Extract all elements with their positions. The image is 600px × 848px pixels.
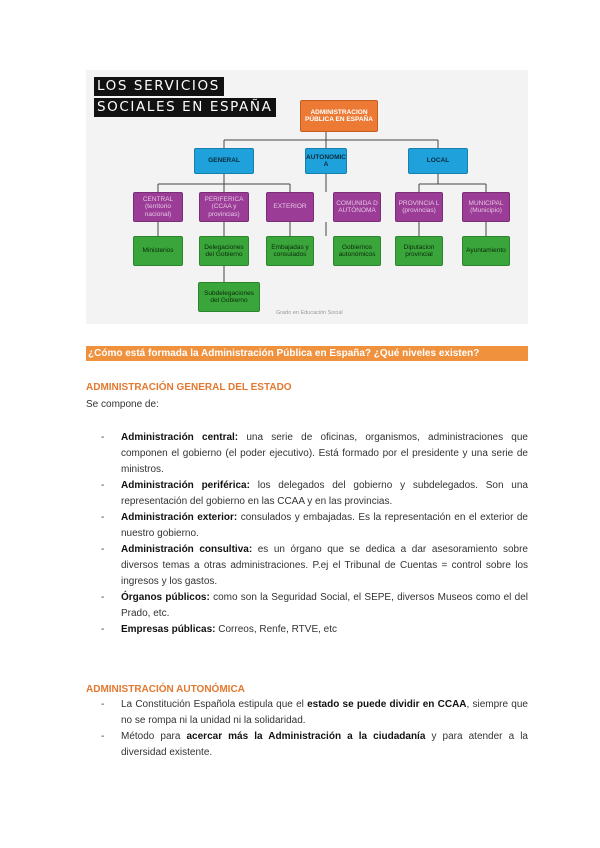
diagram-title-line: SOCIALES EN ESPAÑA <box>94 98 276 117</box>
node-embajadas: Embajadas y consulados <box>266 236 314 266</box>
section-intro: Se compone de: <box>86 399 159 410</box>
section-heading-general: ADMINISTRACIÓN GENERAL DEL ESTADO <box>86 382 292 393</box>
question-banner: ¿Cómo está formada la Administración Pública en España? ¿Qué niveles existen? <box>86 346 528 361</box>
node-ayuntamiento: Ayuntamiento <box>462 236 510 266</box>
node-autonomica: AUTONOMIC A <box>305 148 347 174</box>
general-list <box>86 430 528 638</box>
list-item: - Método para acercar más la Administración a la ciudadanía y para atender a la diversidad existente. <box>101 731 528 758</box>
node-root: ADMINISTRACION PÚBLICA EN ESPAÑA <box>300 100 378 132</box>
node-delegaciones: Delegaciones del Gobierno <box>199 236 249 266</box>
node-periferica: PERIFERICA (CCAA y provincias) <box>199 192 249 222</box>
node-provincial: PROVINCIA L (provincias) <box>395 192 443 222</box>
node-local: LOCAL <box>408 148 468 174</box>
node-general: GENERAL <box>194 148 254 174</box>
node-central: CENTRAL (territorio nacional) <box>133 192 183 222</box>
node-exterior: EXTERIOR <box>266 192 314 222</box>
list-item: - La Constitución Española estipula que el estado se puede dividir en CCAA, siempre que no se rompa ni la unidad ni la solidaridad. <box>101 699 528 726</box>
diagram-title-line: LOS SERVICIOS <box>94 77 224 96</box>
list-item: - Empresas públicas: Correos, Renfe, RTVE, etc <box>101 624 338 635</box>
node-subdelegaciones: Subdelegaciones del Gobierno <box>198 282 260 312</box>
list-item: - Administración periférica: los delegados del gobierno y subdelegados. Son una representación del gobierno en las CCAA y en las provincias. <box>101 480 528 507</box>
list-item: - Administración exterior: consulados y embajadas. Es la representación en el exterior de nuestro gobierno. <box>101 512 528 539</box>
node-comunidad-autonoma: COMUNIDA D AUTÓNOMA <box>333 192 381 222</box>
section-heading-autonomica: ADMINISTRACIÓN AUTONÓMICA <box>86 684 245 695</box>
node-municipal: MUNICIPAL (Municipio) <box>462 192 510 222</box>
org-chart-image <box>86 70 528 324</box>
node-diputacion: Diputacion provincial <box>395 236 443 266</box>
list-item: - Órganos públicos: como son la Seguridad Social, el SEPE, diversos Museos como el del Prado, etc. <box>101 592 528 619</box>
list-item: - Administración central: una serie de oficinas, organismos, administraciones que componen el gobierno (el poder ejecutivo). Está formado por el presidente y una serie de ministros. <box>101 432 528 475</box>
node-ministerios: Ministerios <box>133 236 183 266</box>
node-gobiernos-autonomicos: Gobiernos autonómicos <box>333 236 381 266</box>
diagram-credit: Grado en Educación Social <box>276 310 343 316</box>
list-item: - Administración consultiva: es un órgano que se dedica a dar asesoramiento sobre diversos temas a otras administraciones. P.ej el Tribunal de Cuentas = control sobre los ingresos y los gastos. <box>101 544 528 587</box>
autonomica-list <box>86 697 528 761</box>
